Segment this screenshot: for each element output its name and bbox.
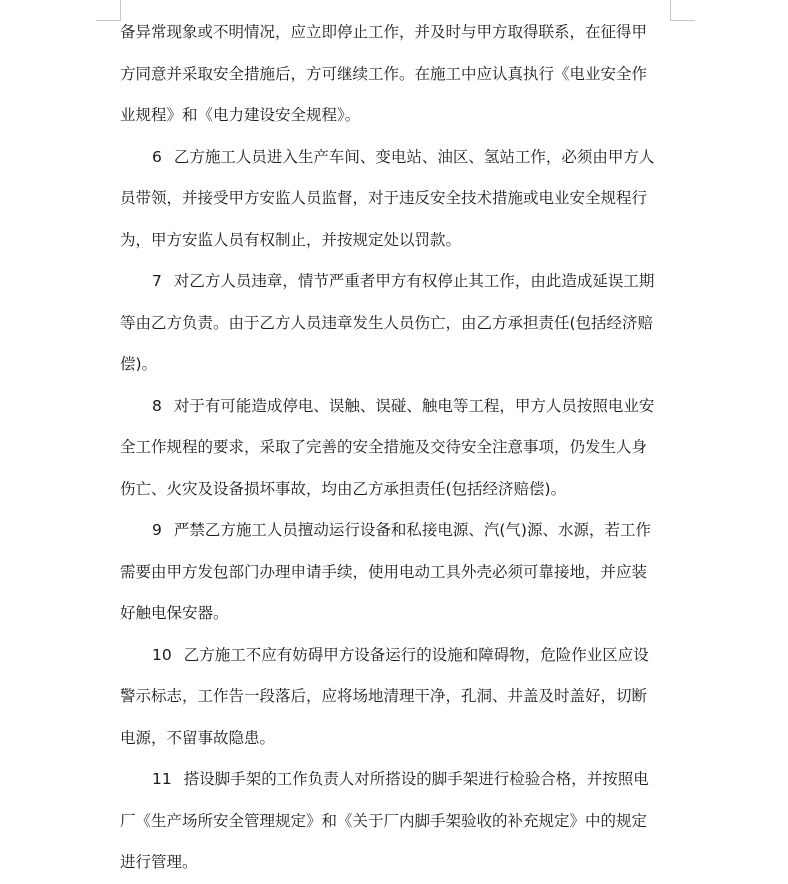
paragraph-number: 6: [152, 147, 162, 166]
text-line: 好触电保安器。: [120, 604, 229, 622]
text-line: 全工作规程的要求，采取了完善的安全措施及交待安全注意事项，仍发生人身: [120, 438, 648, 456]
text-line: 备异常现象或不明情况，应立即停止工作，并及时与甲方取得联系，在征得甲: [120, 23, 648, 41]
text-line: [120, 635, 670, 677]
paragraph-11: [120, 759, 670, 884]
paragraph-number: 11: [152, 770, 172, 788]
document-body: [120, 12, 670, 884]
paragraph-number: 9: [152, 521, 162, 539]
text-line-content: 严禁乙方施工人员擅动运行设备和私接电源、汽(气)源、水源，若工作: [173, 521, 651, 539]
text-line: 电源，不留事故隐患。: [120, 728, 276, 747]
paragraph-number: 7: [152, 272, 162, 290]
paragraph-number: 10: [152, 645, 172, 664]
paragraph-7: [120, 261, 670, 386]
page-corner-mark-left: [96, 0, 121, 21]
text-line: 厂《生产场所安全管理规定》和《关于厂内脚手架验收的补充规定》中的规定: [120, 811, 648, 830]
text-line-content: 搭设脚手架的工作负责人对所搭设的脚手架进行检验合格，并按照电: [183, 770, 649, 788]
text-line: 需要由甲方发包部门办理申请手续，使用电动工具外壳必须可靠接地，并应装: [120, 562, 648, 581]
text-line: 业规程》和《电力建设安全规程》。: [120, 106, 361, 124]
text-line: 员带领，并接受甲方安监人员监督，对于违反安全技术措施或电业安全规程行: [120, 189, 648, 207]
text-line: [120, 261, 670, 303]
paragraph-6: [120, 137, 670, 262]
text-line: 偿)。: [120, 355, 158, 373]
text-line: 进行管理。: [120, 853, 198, 871]
text-line: 伤亡、火灾及设备损坏事故，均由乙方承担责任(包括经济赔偿)。: [120, 479, 567, 498]
text-line: 为，甲方安监人员有权制止，并按规定处以罚款。: [120, 230, 462, 249]
text-line: 警示标志，工作告一段落后，应将场地清理干净，孔洞、井盖及时盖好，切断: [120, 687, 648, 705]
text-line: 方同意并采取安全措施后，方可继续工作。在施工中应认真执行《电业安全作: [120, 64, 648, 83]
text-line-content: 乙方施工人员进入生产车间、变电站、油区、氢站工作，必须由甲方人: [173, 147, 655, 166]
page-corner-mark-right: [670, 0, 695, 21]
text-line: [120, 759, 670, 801]
text-line-content: 乙方施工不应有妨碍甲方设备运行的设施和障碍物，危险作业区应设: [183, 645, 649, 664]
paragraph-9: [120, 510, 670, 635]
text-line-content: 对于有可能造成停电、误触、误碰、触电等工程，甲方人员按照电业安: [173, 396, 655, 415]
paragraph: [120, 12, 670, 137]
text-line: [120, 137, 670, 179]
text-line-content: 对乙方人员违章，情节严重者甲方有权停止其工作，由此造成延误工期: [173, 272, 655, 290]
paragraph-number: 8: [152, 396, 162, 415]
text-line: [120, 386, 670, 428]
text-line: [120, 510, 670, 552]
text-line: 等由乙方负责。由于乙方人员违章发生人员伤亡，由乙方承担责任(包括经济赔: [120, 313, 654, 332]
paragraph-10: [120, 635, 670, 760]
paragraph-8: [120, 386, 670, 511]
